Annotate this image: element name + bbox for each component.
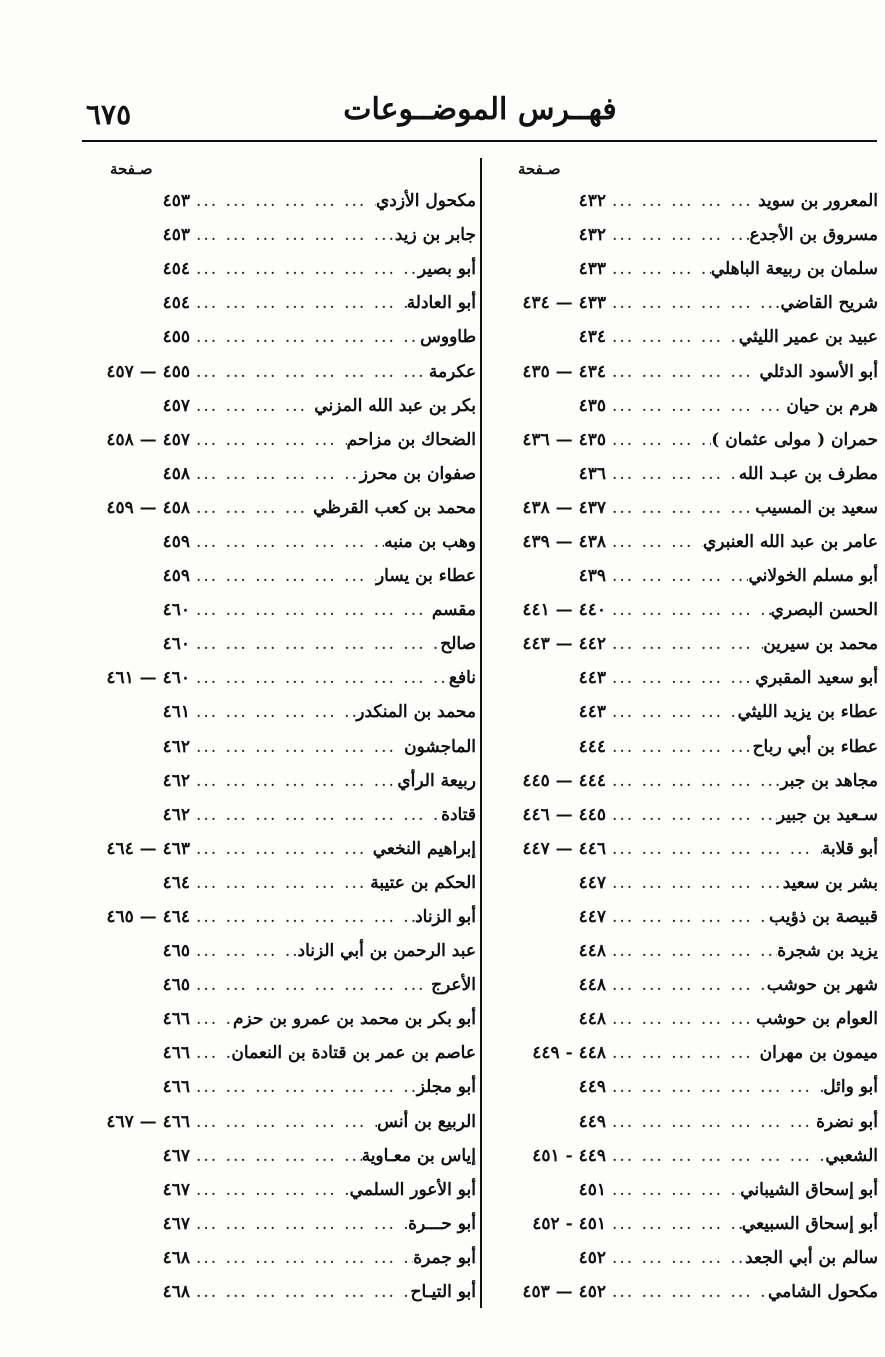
entry-name: محمد بن المنكدر xyxy=(356,702,476,723)
dot-leader xyxy=(606,559,748,593)
entry-page: ٤٦١ xyxy=(162,702,190,723)
entry-name: محمد بن كعب القرظي xyxy=(313,497,476,518)
entry-name: أبو التيـاح xyxy=(410,1282,476,1303)
entry-name: عامر بن عبد الله العنبري xyxy=(702,531,878,552)
dot-leader xyxy=(190,423,347,457)
entry-name: أبو قلابة xyxy=(821,838,878,859)
entry-page: ٤٤٨ xyxy=(578,1009,606,1030)
dot-leader xyxy=(606,1036,760,1070)
dot-leader xyxy=(606,491,755,525)
index-entry xyxy=(82,252,476,286)
entry-page: ٤٥٨ xyxy=(162,463,190,484)
dot-leader xyxy=(190,866,370,900)
page-column-heading: صـفحة xyxy=(518,160,561,178)
dot-leader xyxy=(190,593,432,627)
index-entry xyxy=(496,1036,878,1070)
entry-page: ٤٣٨ — ٤٣٩ xyxy=(522,531,606,552)
dot-leader xyxy=(606,900,769,934)
entry-page: ٤٥٧ xyxy=(162,395,190,416)
index-entry xyxy=(496,491,878,525)
index-entry xyxy=(82,798,476,832)
index-entry xyxy=(496,764,878,798)
entry-page: ٤٤٠ — ٤٤١ xyxy=(522,600,606,621)
index-entry xyxy=(82,1275,476,1309)
entry-name: مقسم xyxy=(431,600,476,621)
entry-name: مطرف بن عبـد الله xyxy=(738,463,878,484)
entry-name: هرم بن حيان xyxy=(786,395,878,416)
dot-leader xyxy=(190,218,395,252)
index-entry xyxy=(496,1139,878,1173)
dot-leader xyxy=(190,559,376,593)
index-entry xyxy=(496,1173,878,1207)
entry-page: ٤٤٨ - ٤٤٩ xyxy=(532,1043,606,1064)
entry-page: ٤٥٢ xyxy=(578,1247,606,1268)
dot-leader xyxy=(606,1173,740,1207)
entry-page: ٤٤٧ xyxy=(578,872,606,893)
index-entry xyxy=(496,798,878,832)
dot-leader xyxy=(606,730,753,764)
entry-page: ٤٥٢ — ٤٥٣ xyxy=(522,1282,606,1303)
dot-leader xyxy=(190,355,429,389)
index-entry xyxy=(82,354,476,388)
dot-leader xyxy=(606,389,786,423)
entry-page: ٤٣٧ — ٤٣٨ xyxy=(522,497,606,518)
entry-page: ٤٥٨ — ٤٥٩ xyxy=(106,497,190,518)
index-entry xyxy=(496,627,878,661)
entry-name: جابر بن زيد xyxy=(394,225,476,246)
index-entry xyxy=(82,832,476,866)
entry-page: ٤٤٧ xyxy=(578,907,606,928)
dot-leader xyxy=(190,252,418,286)
entry-name: قبيصة بن ذؤيب xyxy=(769,907,878,928)
entry-page: ٤٣٥ — ٤٣٦ xyxy=(522,429,606,450)
entry-page: ٤٦٤ xyxy=(162,872,190,893)
entry-name: أبو جمرة xyxy=(413,1247,476,1268)
index-entry xyxy=(496,354,878,388)
entry-name: أبو بصير xyxy=(417,259,476,280)
entry-name: عطاء بن يزيد الليثي xyxy=(737,702,878,723)
index-entry xyxy=(496,900,878,934)
header-rule xyxy=(82,140,877,142)
index-entry xyxy=(496,593,878,627)
page-column-heading: صـفحة xyxy=(110,160,153,178)
dot-leader xyxy=(190,1207,408,1241)
index-entry xyxy=(82,491,476,525)
dot-leader xyxy=(606,661,755,695)
index-entry xyxy=(496,1241,878,1275)
entry-name: أبو وائل xyxy=(823,1077,878,1098)
dot-leader xyxy=(606,355,760,389)
entry-name: أبو إسحاق الشيباني xyxy=(740,1179,878,1200)
dot-leader xyxy=(606,968,767,1002)
index-entry xyxy=(496,1207,878,1241)
dot-leader xyxy=(606,832,822,866)
entry-page: ٤٤٤ xyxy=(578,736,606,757)
index-entry xyxy=(82,423,476,457)
entry-name: ربيعة الرأي xyxy=(397,770,476,791)
dot-leader xyxy=(606,1002,756,1036)
entry-page: ٤٥١ xyxy=(578,1179,606,1200)
entry-page: ٤٦٠ xyxy=(162,634,190,655)
entry-page: ٤٣٤ — ٤٣٥ xyxy=(522,361,606,382)
entry-page: ٤٦٥ xyxy=(162,941,190,962)
entry-name: الماجشون xyxy=(404,736,476,757)
dot-leader xyxy=(190,1002,233,1036)
index-entry xyxy=(82,934,476,968)
dot-leader xyxy=(190,184,376,218)
entry-page: ٤٥٥ xyxy=(162,327,190,348)
entry-page: ٤٤٣ xyxy=(578,668,606,689)
dot-leader xyxy=(606,866,783,900)
index-entry xyxy=(82,627,476,661)
entry-name: سلمان بن ربيعة الباهلي xyxy=(710,259,878,280)
entry-name: الحسن البصري xyxy=(770,600,878,621)
dot-leader xyxy=(606,1241,745,1275)
index-entry xyxy=(82,457,476,491)
index-entry xyxy=(82,218,476,252)
index-entry xyxy=(82,1241,476,1275)
index-entry xyxy=(82,968,476,1002)
entry-page: ٤٦٠ — ٤٦١ xyxy=(106,668,190,689)
index-entry xyxy=(496,423,878,457)
entry-name: المعرور بن سويد xyxy=(758,191,878,212)
dot-leader xyxy=(190,900,415,934)
entry-page: ٤٥٧ — ٤٥٨ xyxy=(106,429,190,450)
entry-page: ٤٥٣ xyxy=(162,191,190,212)
index-entry xyxy=(82,730,476,764)
entry-name: مكحول الأزدي xyxy=(375,191,476,212)
dot-leader xyxy=(190,1036,231,1070)
index-entry xyxy=(496,695,878,729)
entry-page: ٤٤٣ xyxy=(578,702,606,723)
entry-name: ميمون بن مهران xyxy=(759,1043,878,1064)
dot-leader xyxy=(606,1207,742,1241)
entry-name: الشعبي xyxy=(825,1145,878,1166)
index-entry xyxy=(82,389,476,423)
dot-leader xyxy=(190,1070,417,1104)
dot-leader xyxy=(190,798,441,832)
column-divider xyxy=(480,158,482,1308)
entry-name: أبو إسحاق السبيعي xyxy=(741,1213,878,1234)
entry-name: وهب بن منبه xyxy=(384,531,476,552)
entry-name: شريح القاضي xyxy=(780,293,878,314)
entry-name: الأعرج xyxy=(431,975,476,996)
entry-name: عبد الرحمن بن أبي الزناد xyxy=(297,941,476,962)
index-entry xyxy=(496,252,878,286)
dot-leader xyxy=(606,218,749,252)
entry-page: ٤٦٣ — ٤٦٤ xyxy=(106,838,190,859)
entry-page: ٤٥١ - ٤٥٢ xyxy=(532,1213,606,1234)
entry-name: مجاهد بن جبر xyxy=(780,770,878,791)
index-entry xyxy=(82,525,476,559)
entry-page: ٤٣٤ xyxy=(578,327,606,348)
entry-page: ٤٥٩ xyxy=(162,531,190,552)
dot-leader xyxy=(190,1105,377,1139)
index-entry xyxy=(496,934,878,968)
dot-leader xyxy=(190,1139,362,1173)
entry-name: بكر بن عبد الله المزني xyxy=(314,395,476,416)
dot-leader xyxy=(190,832,373,866)
dot-leader xyxy=(606,457,739,491)
entry-page: ٤٤٩ xyxy=(578,1111,606,1132)
dot-leader xyxy=(190,491,313,525)
entry-page: ٤٦٧ xyxy=(162,1145,190,1166)
entry-name: أبو العادلة xyxy=(406,293,476,314)
index-entry xyxy=(82,661,476,695)
dot-leader xyxy=(190,1173,350,1207)
dot-leader xyxy=(606,764,780,798)
entry-name: أبو الزناد xyxy=(415,907,476,928)
index-entry xyxy=(82,1207,476,1241)
dot-leader xyxy=(190,764,397,798)
entry-page: ٤٤٥ — ٤٤٦ xyxy=(522,804,606,825)
index-entry xyxy=(82,764,476,798)
index-entry xyxy=(82,866,476,900)
dot-leader xyxy=(190,320,420,354)
entry-name: أبو الأسود الدئلي xyxy=(759,361,878,382)
entry-name: سعيد بن المسيب xyxy=(755,497,878,518)
dot-leader xyxy=(190,730,404,764)
index-entry xyxy=(496,184,878,218)
entry-name: الضحاك بن مزاحم xyxy=(346,429,476,450)
dot-leader xyxy=(190,525,384,559)
dot-leader xyxy=(606,252,711,286)
entry-name: يزيد بن شجرة xyxy=(777,941,878,962)
dot-leader xyxy=(190,934,298,968)
entry-page: ٤٤٤ — ٤٤٥ xyxy=(522,770,606,791)
entry-page: ٤٣٣ xyxy=(578,259,606,280)
index-entry xyxy=(496,457,878,491)
dot-leader xyxy=(606,934,777,968)
dot-leader xyxy=(190,968,431,1002)
entry-name: حمران ( مولى عثمان ) xyxy=(711,429,878,450)
entry-name: محمد بن سيرين xyxy=(763,634,878,655)
index-entry xyxy=(496,832,878,866)
entry-name: صفوان بن محرز xyxy=(359,463,476,484)
entry-page: ٤٣٦ xyxy=(578,463,606,484)
entry-name: سـعيد بن جبير xyxy=(776,804,878,825)
entry-page: ٤٤٩ - ٤٥١ xyxy=(532,1145,606,1166)
entry-name: قتادة xyxy=(441,804,476,825)
index-entry xyxy=(82,593,476,627)
entry-name: عبيد بن عمير الليثي xyxy=(738,327,878,348)
entry-page: ٤٦٥ xyxy=(162,975,190,996)
index-entry xyxy=(82,1002,476,1036)
entry-name: صالح xyxy=(440,634,476,655)
index-entry xyxy=(82,1105,476,1139)
index-entry xyxy=(496,968,878,1002)
entry-page: ٤٦٧ xyxy=(162,1213,190,1234)
entry-page: ٤٣٥ xyxy=(578,395,606,416)
entry-page: ٤٤٨ xyxy=(578,941,606,962)
entry-page: ٤٦٦ xyxy=(162,1077,190,1098)
entry-page: ٤٦٢ xyxy=(162,770,190,791)
entry-name: مكحول الشامي xyxy=(767,1282,878,1303)
index-entry xyxy=(496,661,878,695)
index-entry xyxy=(82,695,476,729)
entry-page: ٤٦٠ xyxy=(162,600,190,621)
index-column-left xyxy=(82,160,476,1309)
index-entry xyxy=(82,1173,476,1207)
entry-page: ٤٣٣ — ٤٣٤ xyxy=(522,293,606,314)
dot-leader xyxy=(606,423,711,457)
entry-page: ٤٥٩ xyxy=(162,566,190,587)
entry-list xyxy=(496,184,878,1309)
entry-name: عكرمة xyxy=(428,361,476,382)
index-entry xyxy=(82,320,476,354)
index-entry xyxy=(496,1105,878,1139)
entry-page: ٤٤٨ xyxy=(578,975,606,996)
entry-page: ٤٦٦ — ٤٦٧ xyxy=(106,1111,190,1132)
entry-page: ٤٥٤ xyxy=(162,293,190,314)
dot-leader xyxy=(606,1139,825,1173)
entry-name: عاصم بن عمر بن قتادة بن النعمان xyxy=(231,1043,476,1064)
dot-leader xyxy=(190,389,314,423)
entry-page: ٤٥٤ xyxy=(162,259,190,280)
entry-name: أبو مجلز xyxy=(416,1077,476,1098)
entry-name: أبو حـــرة xyxy=(408,1213,476,1234)
index-entry xyxy=(496,866,878,900)
dot-leader xyxy=(606,1070,823,1104)
entry-page: ٤٤٢ — ٤٤٣ xyxy=(522,634,606,655)
index-entry xyxy=(496,218,878,252)
dot-leader xyxy=(190,695,356,729)
entry-name: إياس بن معـاوية xyxy=(361,1145,476,1166)
index-column-right xyxy=(496,160,878,1309)
entry-name: شهر بن حوشب xyxy=(766,975,878,996)
entry-name: أبو نضرة xyxy=(816,1111,878,1132)
entry-page: ٤٦٢ xyxy=(162,736,190,757)
entry-page: ٤٤٦ — ٤٤٧ xyxy=(522,838,606,859)
dot-leader xyxy=(606,320,739,354)
dot-leader xyxy=(190,627,440,661)
entry-name: أبو مسلم الخولاني xyxy=(748,566,878,587)
index-entry xyxy=(496,730,878,764)
index-entry xyxy=(82,1139,476,1173)
entry-name: بشر بن سعيد xyxy=(782,872,878,893)
dot-leader xyxy=(190,457,360,491)
index-entry xyxy=(496,1002,878,1036)
dot-leader xyxy=(606,525,703,559)
entry-page: ٤٣٩ xyxy=(578,566,606,587)
entry-name: طاووس xyxy=(420,327,476,348)
dot-leader xyxy=(190,286,407,320)
entry-name: الربيع بن أنس xyxy=(377,1111,476,1132)
dot-leader xyxy=(606,184,758,218)
index-entry xyxy=(496,286,878,320)
page-number: ٦٧٥ xyxy=(86,98,132,131)
dot-leader xyxy=(606,286,780,320)
index-entry xyxy=(82,900,476,934)
entry-name: مسروق بن الأجدع xyxy=(749,225,878,246)
entry-page: ٤٦٨ xyxy=(162,1247,190,1268)
index-entry xyxy=(82,1070,476,1104)
entry-page: ٤٣٢ xyxy=(578,225,606,246)
entry-page: ٤٥٥ — ٤٥٧ xyxy=(106,361,190,382)
entry-name: سالم بن أبي الجعد xyxy=(745,1247,878,1268)
dot-leader xyxy=(190,661,449,695)
index-entry xyxy=(82,184,476,218)
dot-leader xyxy=(606,1105,816,1139)
index-entry xyxy=(82,559,476,593)
dot-leader xyxy=(606,695,738,729)
entry-page: ٤٦٨ xyxy=(162,1282,190,1303)
entry-name: عطاء بن أبي رباح xyxy=(752,736,878,757)
index-entry xyxy=(496,559,878,593)
index-entry xyxy=(82,1036,476,1070)
dot-leader xyxy=(606,798,777,832)
index-entry xyxy=(496,1275,878,1309)
entry-name: أبو سعيد المقبري xyxy=(755,668,878,689)
entry-page: ٤٥٣ xyxy=(162,225,190,246)
entry-page: ٤٦٧ xyxy=(162,1179,190,1200)
entry-page: ٤٦٢ xyxy=(162,804,190,825)
dot-leader xyxy=(606,593,771,627)
entry-page: ٤٣٢ xyxy=(578,191,606,212)
entry-page: ٤٦٦ xyxy=(162,1009,190,1030)
entry-name: الحكم بن عتيبة xyxy=(370,872,476,893)
dot-leader xyxy=(190,1275,411,1309)
dot-leader xyxy=(606,627,763,661)
entry-page: ٤٦٤ — ٤٦٥ xyxy=(106,907,190,928)
entry-name: العوام بن حوشب xyxy=(756,1009,878,1030)
entry-name: نافع xyxy=(448,668,476,689)
entry-name: أبو الأعور السلمي xyxy=(349,1179,476,1200)
index-entry xyxy=(82,286,476,320)
index-entry xyxy=(496,389,878,423)
index-entry xyxy=(496,1070,878,1104)
entry-page: ٤٤٩ xyxy=(578,1077,606,1098)
index-entry xyxy=(496,320,878,354)
index-entry xyxy=(496,525,878,559)
dot-leader xyxy=(606,1275,768,1309)
dot-leader xyxy=(190,1241,413,1275)
entry-list xyxy=(82,184,476,1309)
entry-name: عطاء بن يسار xyxy=(375,566,476,587)
entry-name: إبراهيم النخعي xyxy=(372,838,476,859)
entry-name: أبو بكر بن محمد بن عمرو بن حزم xyxy=(233,1009,476,1030)
page-title: فهــرس الموضــوعات xyxy=(343,92,617,127)
entry-page: ٤٦٦ xyxy=(162,1043,190,1064)
